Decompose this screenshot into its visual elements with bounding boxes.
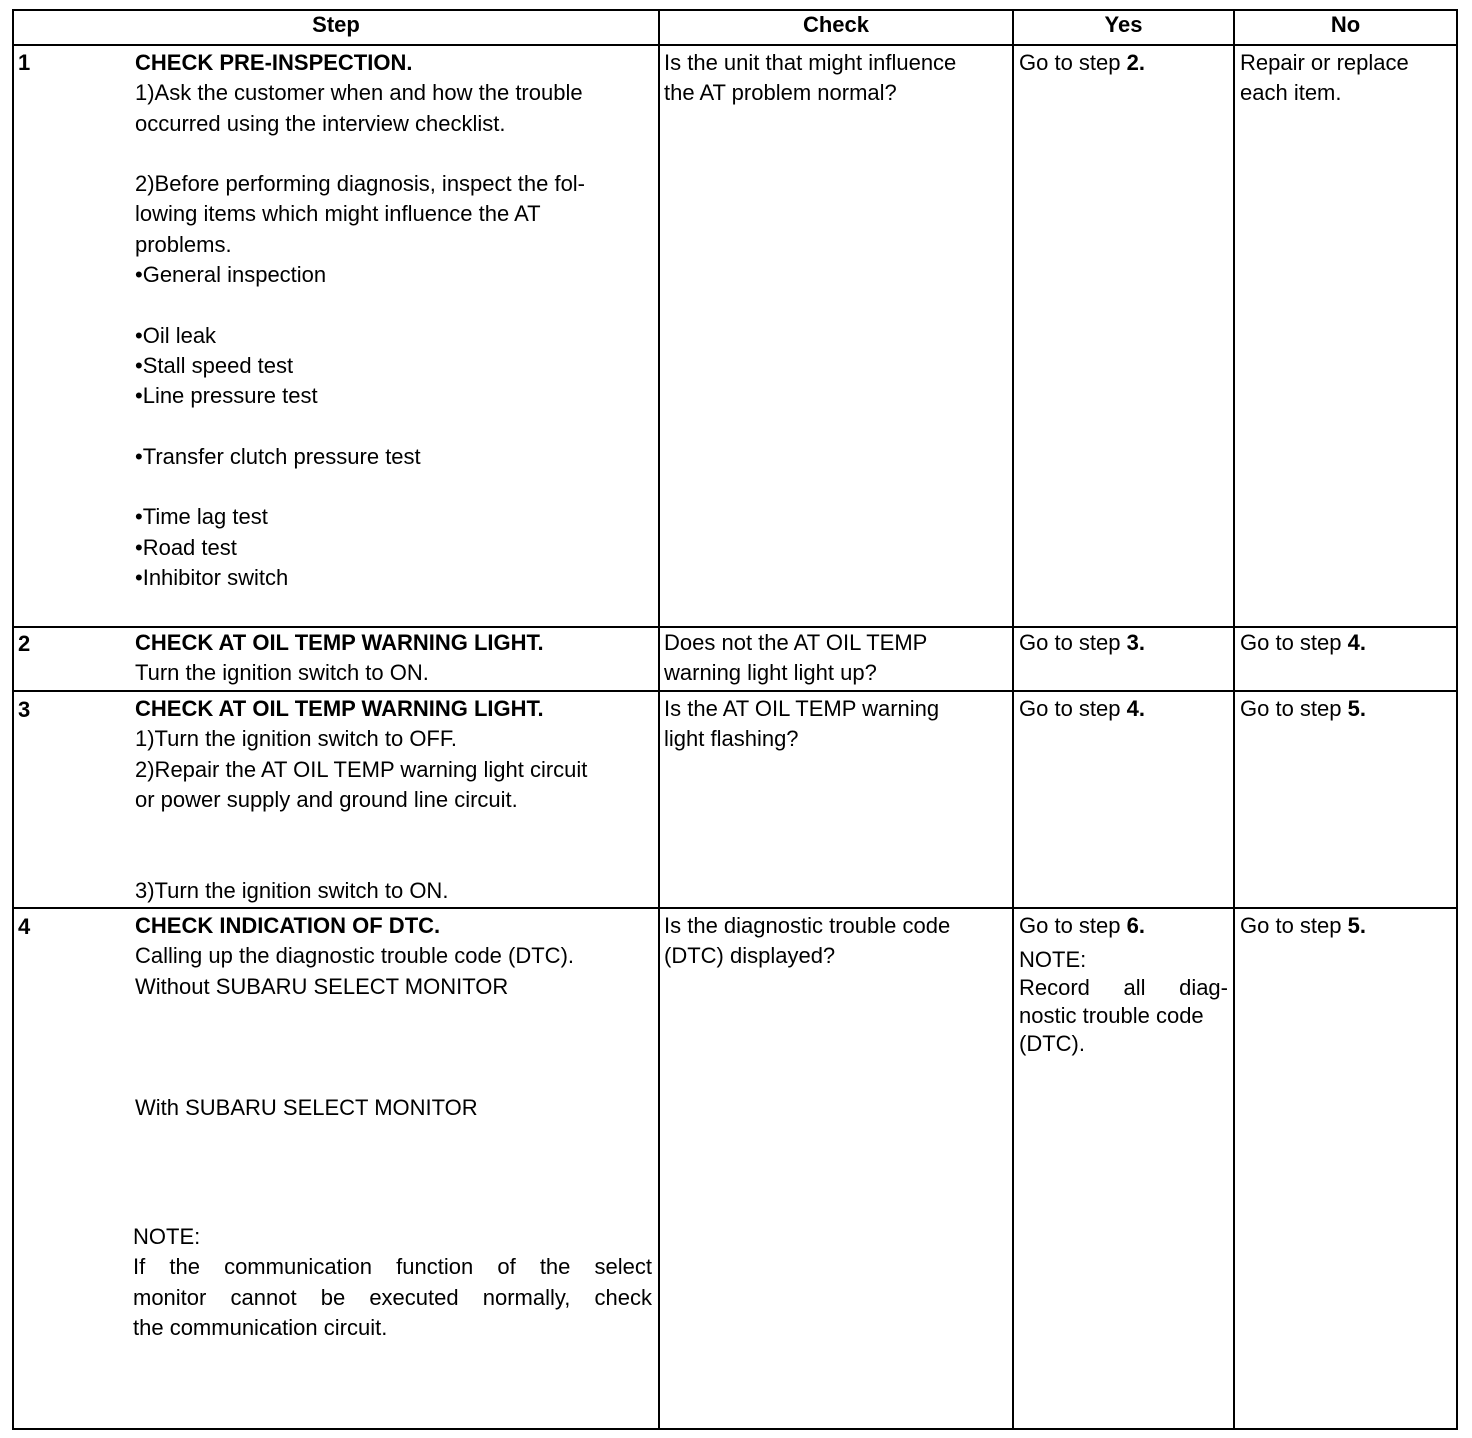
yes-step: 4. xyxy=(1126,696,1145,721)
check-line: Is the AT OIL TEMP warning xyxy=(664,696,940,721)
yes-text: Go to step xyxy=(1019,50,1127,75)
step-title: CHECK AT OIL TEMP WARNING LIGHT. xyxy=(135,696,544,721)
step-line: 3)Turn the ignition switch to ON. xyxy=(135,877,449,903)
no-text: Go to step xyxy=(1240,630,1348,655)
step-line: •Inhibitor switch xyxy=(135,565,289,591)
step-line: problems. xyxy=(135,231,232,257)
note-label: NOTE: xyxy=(133,1224,201,1249)
check-line: Is the unit that might influence xyxy=(664,50,957,75)
no-cell xyxy=(1240,911,1366,941)
header-yes: Yes xyxy=(1104,12,1143,37)
yes-text: Go to step xyxy=(1019,696,1127,721)
step-line: •Stall speed test xyxy=(135,352,294,378)
yes-cell xyxy=(1019,48,1145,78)
step-line: •General inspection xyxy=(135,262,327,288)
yes-note-label: NOTE: xyxy=(1019,947,1087,972)
step-line: •Line pressure test xyxy=(135,383,318,409)
no-line: Repair or replace xyxy=(1240,50,1409,75)
header-no: No xyxy=(1330,12,1361,37)
check-line: Does not the AT OIL TEMP xyxy=(664,630,928,655)
yes-text: Go to step xyxy=(1019,913,1127,938)
yes-note-line: nostic trouble code xyxy=(1019,1003,1204,1028)
step-number: 4 xyxy=(18,914,31,939)
note-line: If the communication function of the select xyxy=(133,1254,652,1280)
step-line: •Transfer clutch pressure test xyxy=(135,443,421,469)
check-line: light flashing? xyxy=(664,726,799,752)
yes-cell xyxy=(1019,628,1145,658)
step-line: Without SUBARU SELECT MONITOR xyxy=(135,973,509,999)
check-line: (DTC) displayed? xyxy=(664,943,836,969)
step-line: Turn the ignition switch to ON. xyxy=(135,660,429,686)
check-cell xyxy=(664,48,956,109)
check-cell xyxy=(664,628,927,689)
step-line: With SUBARU SELECT MONITOR xyxy=(135,1094,478,1120)
step-note xyxy=(133,1222,652,1343)
header-step: Step xyxy=(312,12,360,37)
yes-step: 2. xyxy=(1126,50,1145,75)
step-line: or power supply and ground line circuit. xyxy=(135,786,518,812)
no-step: 4. xyxy=(1347,630,1366,655)
step-title: CHECK AT OIL TEMP WARNING LIGHT. xyxy=(135,630,544,655)
step-line: 1)Turn the ignition switch to OFF. xyxy=(135,726,457,752)
no-cell xyxy=(1240,48,1409,109)
step-line: lowing items which might influence the AT xyxy=(135,201,541,227)
header-check: Check xyxy=(802,12,870,37)
step-line: 2)Before performing diagnosis, inspect the fol- xyxy=(135,171,586,197)
yes-note xyxy=(1019,946,1228,1058)
yes-note-line: Record all diag- xyxy=(1019,975,1228,1000)
step-content xyxy=(135,48,585,593)
yes-step: 3. xyxy=(1126,630,1145,655)
step-number: 1 xyxy=(18,50,31,75)
no-line: each item. xyxy=(1240,80,1342,106)
check-line: the AT problem normal? xyxy=(664,80,897,106)
no-cell xyxy=(1240,694,1366,724)
yes-step: 6. xyxy=(1126,913,1145,938)
step-line: •Road test xyxy=(135,534,237,560)
step-content xyxy=(135,628,544,689)
yes-note-line: (DTC). xyxy=(1019,1031,1085,1056)
step-title: CHECK INDICATION OF DTC. xyxy=(135,913,441,938)
no-cell xyxy=(1240,628,1366,658)
step-content xyxy=(135,694,587,906)
step-line: •Oil leak xyxy=(135,322,217,348)
yes-text: Go to step xyxy=(1019,630,1127,655)
note-line: the communication circuit. xyxy=(133,1314,388,1340)
no-step: 5. xyxy=(1347,913,1366,938)
step-line: •Time lag test xyxy=(135,504,268,530)
check-cell xyxy=(664,694,939,755)
step-number: 3 xyxy=(18,697,31,722)
check-line: warning light light up? xyxy=(664,660,877,686)
no-text: Go to step xyxy=(1240,913,1348,938)
step-line: occurred using the interview checklist. xyxy=(135,110,506,136)
no-step: 5. xyxy=(1347,696,1366,721)
step-number: 2 xyxy=(18,631,31,656)
step-content xyxy=(135,911,574,1123)
step-line: 1)Ask the customer when and how the trouble xyxy=(135,80,583,106)
note-line: monitor cannot be executed normally, check xyxy=(133,1284,652,1310)
check-cell xyxy=(664,911,950,972)
yes-cell xyxy=(1019,694,1145,724)
step-line: 2)Repair the AT OIL TEMP warning light circuit xyxy=(135,756,588,782)
yes-cell xyxy=(1019,911,1145,941)
check-line: Is the diagnostic trouble code xyxy=(664,913,951,938)
no-text: Go to step xyxy=(1240,696,1348,721)
step-line: Calling up the diagnostic trouble code (DTC). xyxy=(135,943,575,969)
step-title: CHECK PRE-INSPECTION. xyxy=(135,50,413,75)
